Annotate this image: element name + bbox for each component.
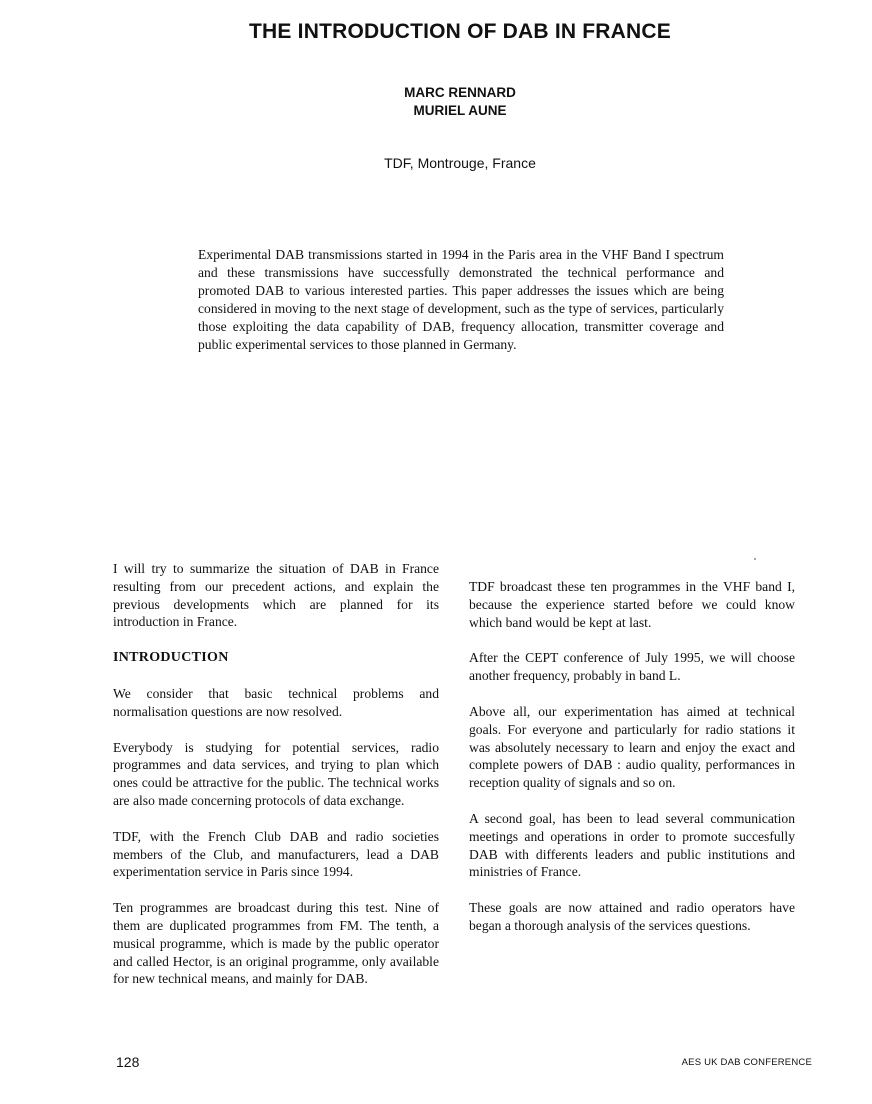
body-paragraph: Ten programmes are broadcast during this test. Nine of them are duplicated programmes from FM. The tenth, a musical programme, which is made by the public operator and called Hector, is an original programme, only available for new technical means, and mainly for DAB. xyxy=(113,900,439,987)
body-paragraph: A second goal, has been to lead several communication meetings and operations in order to promote succesfully DAB with differents leaders and public institutions and ministries of France. xyxy=(469,810,795,880)
paper-title: THE INTRODUCTION OF DAB IN FRANCE xyxy=(249,20,671,43)
author-name: MARC RENNARD xyxy=(404,85,516,100)
abstract: Experimental DAB transmissions started in 1994 in the Paris area in the VHF Band I spectrum and these transmissions have successfully demonstrated the technical performance and promoted DAB to various interested parties. This paper addresses the issues which are being considered in moving to the next stage of development, such as the type of services, particularly those exploiting the data capability of DAB, frequency allocation, transmitter coverage and public experimental services to those planned in Germany. xyxy=(198,247,724,352)
body-paragraph: Above all, our experimentation has aimed at technical goals. For everyone and particularly for radio stations it was absolutely necessary to learn and enjoy the exact and complete powers of DAB : audio quality, performances in reception quality of signals and so on. xyxy=(469,703,795,791)
page-number: 128 xyxy=(116,1054,140,1070)
right-column xyxy=(469,578,795,953)
body-paragraph: TDF broadcast these ten programmes in the VHF band I, because the experience started before we could know which band would be kept at last. xyxy=(469,579,795,630)
body-paragraph: We consider that basic technical problems and normalisation questions are now resolved. xyxy=(113,685,439,719)
author-list xyxy=(0,84,872,120)
left-column xyxy=(113,560,439,1006)
body-paragraph: Everybody is studying for potential services, radio programmes and data services, and trying to plan which ones could be attractive for the public. The technical works are also made concerning protocols of data exchange. xyxy=(113,739,439,808)
running-footer: AES UK DAB CONFERENCE xyxy=(681,1057,812,1068)
section-heading: INTRODUCTION xyxy=(113,650,229,666)
author-affiliation: TDF, Montrouge, France xyxy=(384,155,536,171)
intro-paragraph: I will try to summarize the situation of DAB in France resulting from our precedent actions, and explain the previous developments which are planned for its introduction in France. xyxy=(113,561,439,630)
body-paragraph: These goals are now attained and radio operators have began a thorough analysis of the services questions. xyxy=(469,900,795,933)
body-paragraph: TDF, with the French Club DAB and radio societies members of the Club, and manufacturers, lead a DAB experimentation service in Paris since 1994. xyxy=(113,828,439,880)
author-name: MURIEL AUNE xyxy=(413,103,507,118)
scan-speck xyxy=(754,558,756,560)
body-paragraph: After the CEPT conference of July 1995, we will choose another frequency, probably in band L. xyxy=(469,650,795,684)
